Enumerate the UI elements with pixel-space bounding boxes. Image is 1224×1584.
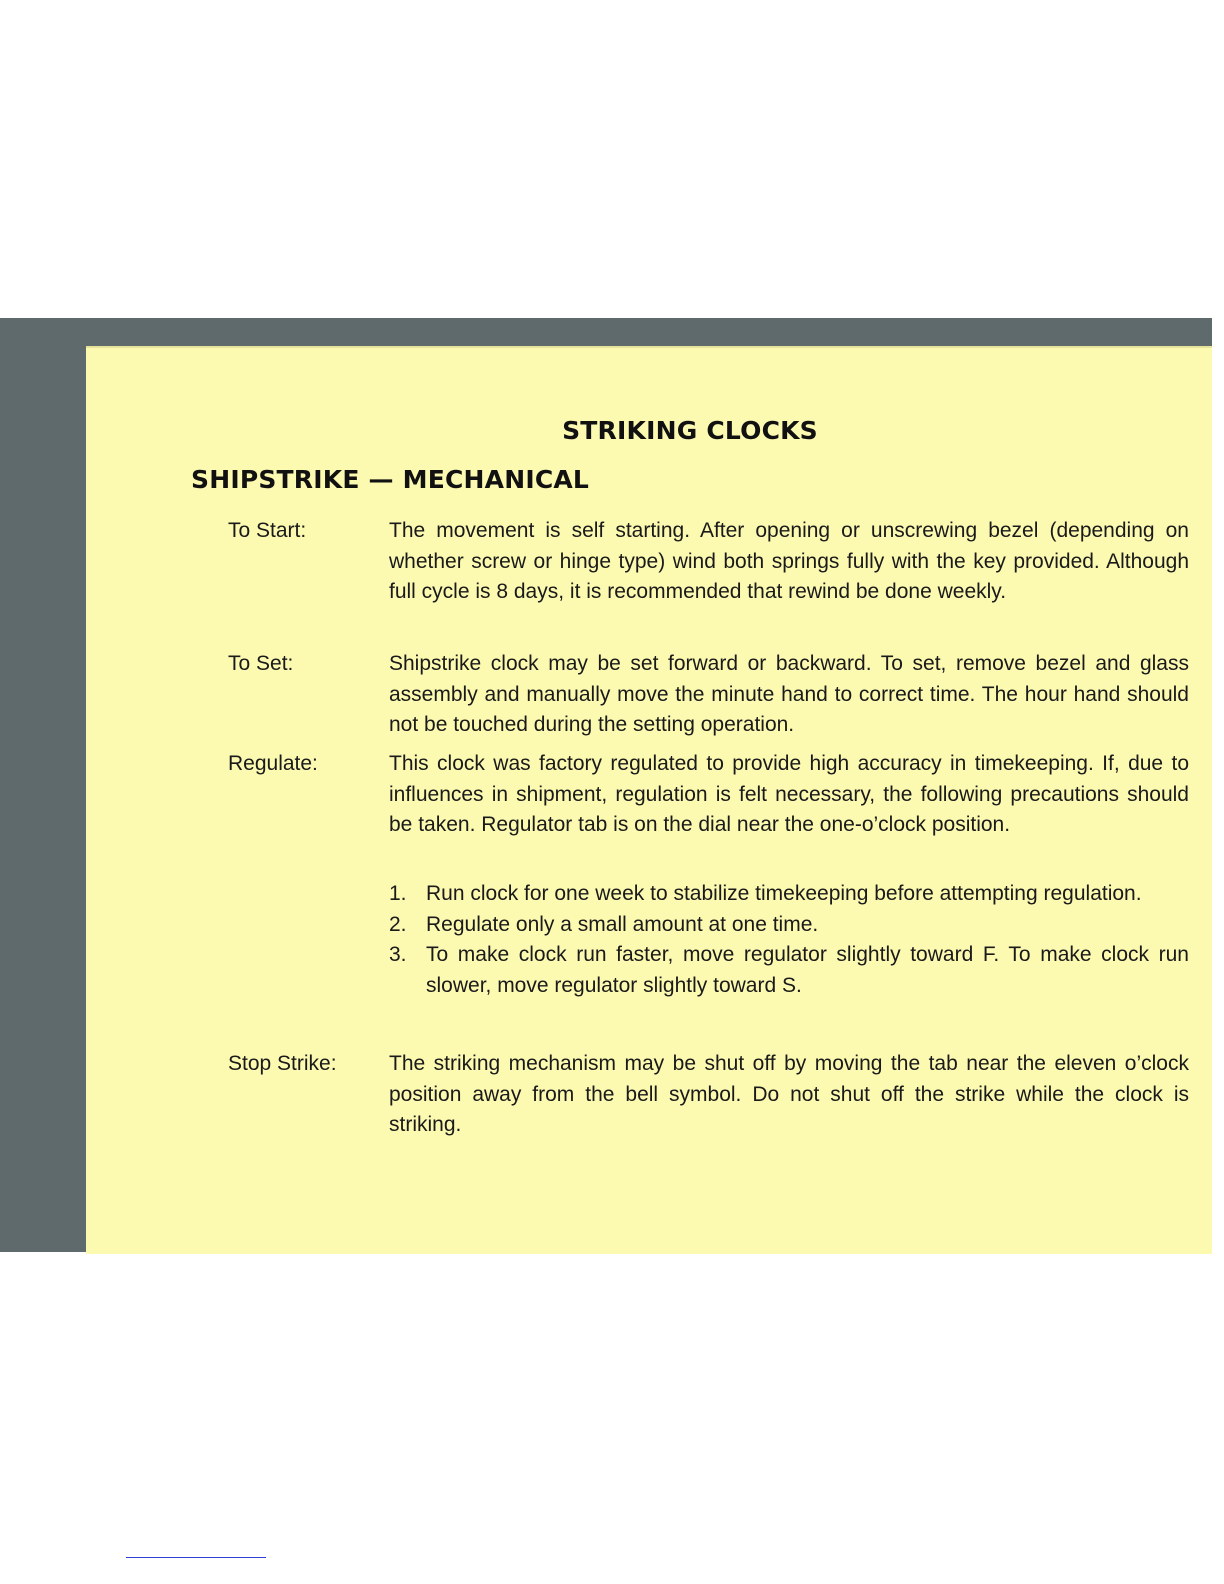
step-text: Regulate only a small amount at one time. <box>426 912 819 936</box>
step-number: 1. <box>389 882 407 905</box>
section-heading: SHIPSTRIKE — MECHANICAL <box>191 465 590 494</box>
list-item <box>389 910 1189 941</box>
document-title: STRIKING CLOCKS <box>562 416 818 445</box>
entry-label-to-set: To Set: <box>228 652 294 675</box>
entry-text-regulate: This clock was factory regulated to provide high accuracy in timekeeping. If, due to influences in shipment, regulation is felt necessary, the following precautions should be taken. Regulator tab is on the dial near the one-o’clock position. <box>389 752 1189 836</box>
entry-text-to-start: The movement is self starting. After opening or unscrewing bezel (depending on whether screw or hinge type) wind both springs fully with the key provided. Although full cycle is 8 days, it is recommended that rewind be done weekly. <box>389 519 1189 603</box>
list-item <box>389 940 1189 1001</box>
entry-label-stop-strike: Stop Strike: <box>228 1052 337 1075</box>
regulate-steps-list <box>389 879 1189 1001</box>
step-number: 3. <box>389 943 407 966</box>
entry-label-regulate: Regulate: <box>228 752 318 775</box>
entry-text-stop-strike: The striking mechanism may be shut off by moving the tab near the eleven o’clock position away from the bell symbol. Do not shut off the strike while the clock is striking. <box>389 1052 1189 1136</box>
entry-text-to-set: Shipstrike clock may be set forward or backward. To set, remove bezel and glass assembly and manually move the minute hand to correct time. The hour hand should not be touched during the setting operation. <box>389 652 1189 736</box>
step-text: To make clock run faster, move regulator slightly toward F. To make clock run slower, move regulator slightly toward S. <box>426 943 1189 997</box>
step-text: Run clock for one week to stabilize timekeeping before attempting regulation. <box>426 882 1142 905</box>
step-number: 2. <box>389 912 407 936</box>
entry-label-to-start: To Start: <box>228 519 307 542</box>
footnote-rule <box>126 1557 266 1558</box>
list-item <box>389 879 1189 910</box>
